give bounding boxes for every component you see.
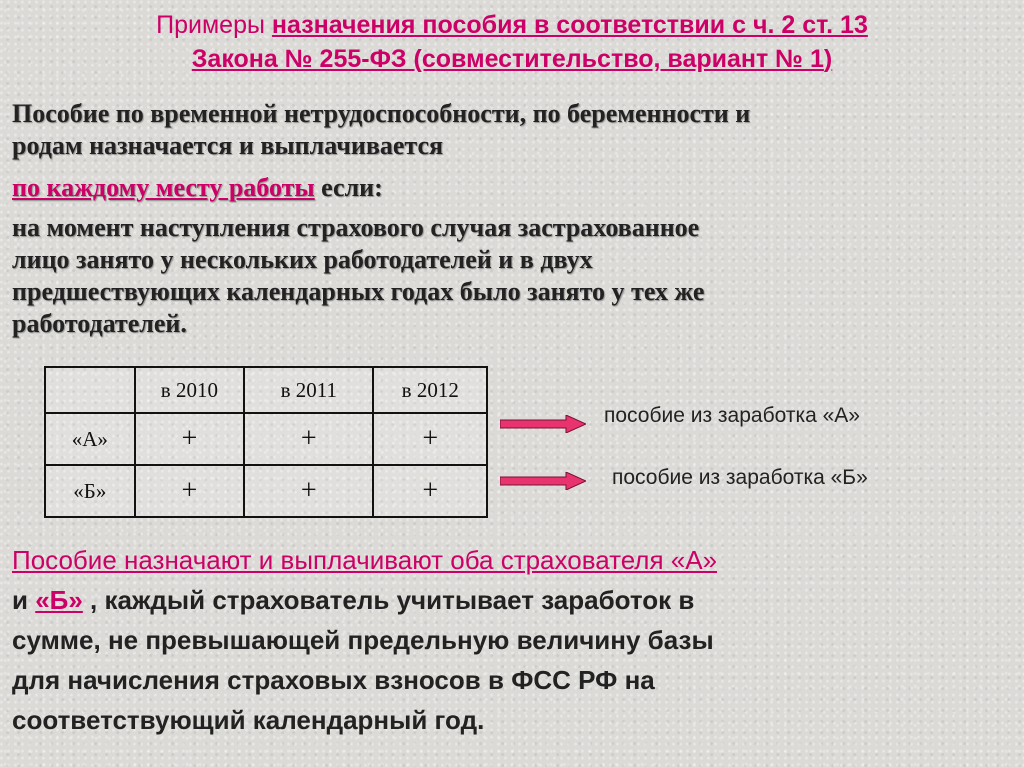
conclusion-rest-1: , каждый страхователь учитывает заработок в [82, 585, 695, 615]
table-cell: + [244, 465, 373, 517]
conclusion-line-4: для начисления страховых взносов в ФСС РФ на [12, 665, 655, 695]
condition-line-4: работодателей. [12, 309, 187, 338]
conclusion-and: и [12, 585, 36, 615]
table-cell: + [373, 465, 487, 517]
conclusion-line-5: соответствующий календарный год. [12, 705, 485, 735]
table-header-cell: в 2011 [244, 367, 373, 413]
conclusion-line-2 [12, 580, 1017, 620]
title-underlined-2: Закона № 255-ФЗ (совместительство, вариант № 1 [191, 45, 824, 73]
table-row [45, 465, 487, 517]
conclusion-b-highlight: «Б» [35, 585, 83, 615]
intro-paragraph [12, 98, 1012, 162]
employment-years-table [44, 366, 488, 518]
row-label-a: «А» [45, 413, 135, 465]
table-cell: + [135, 413, 245, 465]
title-line-2 [0, 42, 1024, 76]
title-underlined-1: назначения пособия в соответствии с ч. 2 ст. 13 [271, 11, 868, 39]
table-header-cell: в 2012 [373, 367, 487, 413]
table-header-row [45, 367, 487, 413]
intro-line-1: Пособие по временной нетрудоспособности, по беременности и [12, 99, 751, 128]
benefit-from-b-label: пособие из заработка «Б» [612, 466, 868, 489]
table-cell: + [373, 413, 487, 465]
each-workplace-link: по каждому месту работы [12, 173, 315, 202]
intro-line-2: родам назначается и выплачивается [12, 131, 444, 160]
benefit-from-a-label: пособие из заработка «А» [604, 404, 860, 427]
row-label-b: «Б» [45, 465, 135, 517]
slide-title [0, 8, 1024, 76]
table-header-cell: в 2010 [135, 367, 245, 413]
title-line-1 [0, 8, 1024, 42]
condition-paragraph [12, 212, 1012, 340]
condition-line-3: предшествующих календарных годах было занято у тех же [12, 277, 705, 306]
intro-condition-heading [12, 172, 1012, 204]
table-cell: + [135, 465, 245, 517]
table-row [45, 413, 487, 465]
title-suffix: ) [823, 45, 833, 73]
if-text: если: [314, 173, 383, 202]
arrow-right-icon [500, 415, 586, 433]
conclusion-line-1 [12, 540, 1017, 580]
title-prefix: Примеры [156, 11, 272, 39]
table-cell: + [244, 413, 373, 465]
condition-line-1: на момент наступления страхового случая застрахованное [12, 213, 700, 242]
conclusion-highlight: Пособие назначают и выплачивают оба страхователя «А» [12, 545, 718, 575]
table-header-cell [45, 367, 135, 413]
arrow-right-icon [500, 472, 586, 490]
conclusion-line-3: сумме, не превышающей предельную величину базы [12, 625, 714, 655]
conclusion-paragraph [12, 540, 1017, 740]
condition-line-2: лицо занято у нескольких работодателей и в двух [12, 245, 593, 274]
